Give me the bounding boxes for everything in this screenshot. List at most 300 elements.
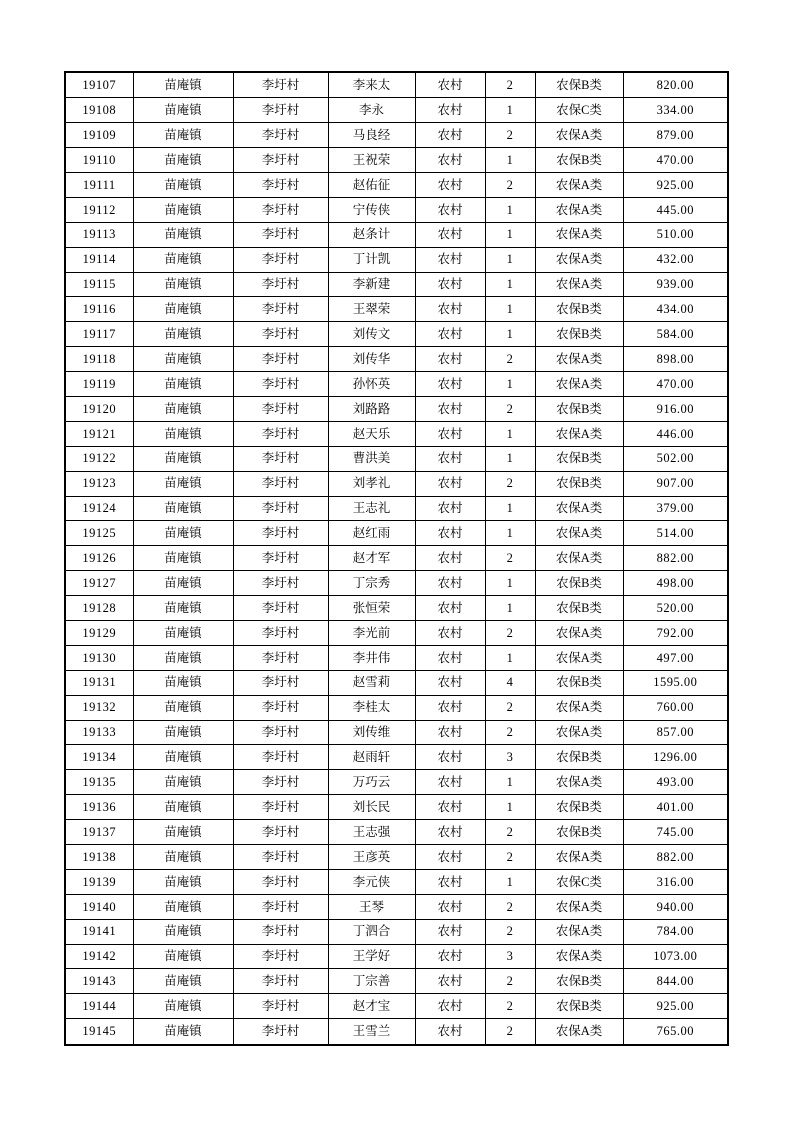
name-cell: 王祝荣 — [328, 148, 415, 173]
category-cell: 农村 — [415, 994, 485, 1019]
amount-cell: 925.00 — [623, 172, 728, 197]
table-row — [65, 322, 728, 347]
person-count-cell: 2 — [485, 994, 535, 1019]
village-cell: 李圩村 — [233, 695, 328, 720]
amount-cell: 497.00 — [623, 645, 728, 670]
name-cell: 王彦英 — [328, 845, 415, 870]
category-cell: 农村 — [415, 820, 485, 845]
name-cell: 马良经 — [328, 123, 415, 148]
insurance-type-cell: 农保A类 — [535, 770, 623, 795]
insurance-type-cell: 农保B类 — [535, 72, 623, 98]
village-cell: 李圩村 — [233, 372, 328, 397]
serial-number-cell: 19139 — [65, 869, 133, 894]
insurance-type-cell: 农保C类 — [535, 98, 623, 123]
serial-number-cell: 19116 — [65, 297, 133, 322]
name-cell: 刘长民 — [328, 795, 415, 820]
town-cell: 苗庵镇 — [133, 894, 233, 919]
table-row — [65, 720, 728, 745]
amount-cell: 432.00 — [623, 247, 728, 272]
category-cell: 农村 — [415, 471, 485, 496]
village-cell: 李圩村 — [233, 720, 328, 745]
insurance-type-cell: 农保A类 — [535, 421, 623, 446]
amount-cell: 434.00 — [623, 297, 728, 322]
category-cell: 农村 — [415, 745, 485, 770]
insurance-type-cell: 农保A类 — [535, 347, 623, 372]
table-row — [65, 795, 728, 820]
town-cell: 苗庵镇 — [133, 969, 233, 994]
amount-cell: 820.00 — [623, 72, 728, 98]
amount-cell: 940.00 — [623, 894, 728, 919]
village-cell: 李圩村 — [233, 347, 328, 372]
name-cell: 赵天乐 — [328, 421, 415, 446]
person-count-cell: 1 — [485, 496, 535, 521]
name-cell: 李永 — [328, 98, 415, 123]
person-count-cell: 1 — [485, 795, 535, 820]
person-count-cell: 2 — [485, 347, 535, 372]
town-cell: 苗庵镇 — [133, 247, 233, 272]
name-cell: 丁宗善 — [328, 969, 415, 994]
table-row — [65, 521, 728, 546]
village-cell: 李圩村 — [233, 1019, 328, 1045]
name-cell: 丁宗秀 — [328, 571, 415, 596]
person-count-cell: 1 — [485, 222, 535, 247]
name-cell: 赵雨轩 — [328, 745, 415, 770]
serial-number-cell: 19125 — [65, 521, 133, 546]
person-count-cell: 2 — [485, 72, 535, 98]
table-row — [65, 944, 728, 969]
person-count-cell: 1 — [485, 98, 535, 123]
town-cell: 苗庵镇 — [133, 397, 233, 422]
person-count-cell: 1 — [485, 372, 535, 397]
serial-number-cell: 19120 — [65, 397, 133, 422]
category-cell: 农村 — [415, 621, 485, 646]
village-cell: 李圩村 — [233, 172, 328, 197]
town-cell: 苗庵镇 — [133, 222, 233, 247]
amount-cell: 1073.00 — [623, 944, 728, 969]
town-cell: 苗庵镇 — [133, 421, 233, 446]
insurance-type-cell: 农保A类 — [535, 1019, 623, 1045]
name-cell: 王雪兰 — [328, 1019, 415, 1045]
amount-cell: 907.00 — [623, 471, 728, 496]
amount-cell: 925.00 — [623, 994, 728, 1019]
name-cell: 刘传维 — [328, 720, 415, 745]
name-cell: 万巧云 — [328, 770, 415, 795]
person-count-cell: 1 — [485, 521, 535, 546]
category-cell: 农村 — [415, 720, 485, 745]
category-cell: 农村 — [415, 645, 485, 670]
serial-number-cell: 19145 — [65, 1019, 133, 1045]
serial-number-cell: 19123 — [65, 471, 133, 496]
category-cell: 农村 — [415, 1019, 485, 1045]
table-row — [65, 446, 728, 471]
amount-cell: 510.00 — [623, 222, 728, 247]
table-row — [65, 621, 728, 646]
table-row — [65, 919, 728, 944]
name-cell: 王翠荣 — [328, 297, 415, 322]
town-cell: 苗庵镇 — [133, 571, 233, 596]
category-cell: 农村 — [415, 969, 485, 994]
category-cell: 农村 — [415, 148, 485, 173]
person-count-cell: 1 — [485, 297, 535, 322]
insurance-type-cell: 农保B类 — [535, 397, 623, 422]
person-count-cell: 2 — [485, 546, 535, 571]
insurance-type-cell: 农保A类 — [535, 645, 623, 670]
village-cell: 李圩村 — [233, 546, 328, 571]
town-cell: 苗庵镇 — [133, 98, 233, 123]
person-count-cell: 2 — [485, 123, 535, 148]
table-row — [65, 72, 728, 98]
serial-number-cell: 19143 — [65, 969, 133, 994]
amount-cell: 584.00 — [623, 322, 728, 347]
category-cell: 农村 — [415, 919, 485, 944]
village-cell: 李圩村 — [233, 272, 328, 297]
person-count-cell: 1 — [485, 421, 535, 446]
village-cell: 李圩村 — [233, 944, 328, 969]
village-cell: 李圩村 — [233, 621, 328, 646]
amount-cell: 470.00 — [623, 372, 728, 397]
category-cell: 农村 — [415, 397, 485, 422]
name-cell: 王志强 — [328, 820, 415, 845]
table-row — [65, 372, 728, 397]
table-row — [65, 845, 728, 870]
category-cell: 农村 — [415, 372, 485, 397]
table-row — [65, 994, 728, 1019]
category-cell: 农村 — [415, 197, 485, 222]
town-cell: 苗庵镇 — [133, 720, 233, 745]
person-count-cell: 2 — [485, 621, 535, 646]
village-cell: 李圩村 — [233, 446, 328, 471]
table-row — [65, 98, 728, 123]
village-cell: 李圩村 — [233, 496, 328, 521]
town-cell: 苗庵镇 — [133, 770, 233, 795]
person-count-cell: 2 — [485, 471, 535, 496]
amount-cell: 898.00 — [623, 347, 728, 372]
town-cell: 苗庵镇 — [133, 521, 233, 546]
name-cell: 赵雪莉 — [328, 670, 415, 695]
name-cell: 王志礼 — [328, 496, 415, 521]
name-cell: 李来太 — [328, 72, 415, 98]
insurance-type-cell: 农保B类 — [535, 994, 623, 1019]
serial-number-cell: 19131 — [65, 670, 133, 695]
serial-number-cell: 19140 — [65, 894, 133, 919]
category-cell: 农村 — [415, 695, 485, 720]
table-row — [65, 197, 728, 222]
serial-number-cell: 19110 — [65, 148, 133, 173]
village-cell: 李圩村 — [233, 670, 328, 695]
name-cell: 赵才宝 — [328, 994, 415, 1019]
insurance-type-cell: 农保A类 — [535, 695, 623, 720]
insurance-type-cell: 农保B类 — [535, 322, 623, 347]
serial-number-cell: 19128 — [65, 596, 133, 621]
amount-cell: 857.00 — [623, 720, 728, 745]
table-row — [65, 247, 728, 272]
table-row — [65, 347, 728, 372]
category-cell: 农村 — [415, 944, 485, 969]
insurance-type-cell: 农保B类 — [535, 471, 623, 496]
town-cell: 苗庵镇 — [133, 695, 233, 720]
village-cell: 李圩村 — [233, 795, 328, 820]
town-cell: 苗庵镇 — [133, 322, 233, 347]
amount-cell: 792.00 — [623, 621, 728, 646]
person-count-cell: 3 — [485, 745, 535, 770]
amount-cell: 445.00 — [623, 197, 728, 222]
village-cell: 李圩村 — [233, 297, 328, 322]
person-count-cell: 2 — [485, 969, 535, 994]
serial-number-cell: 19136 — [65, 795, 133, 820]
table-row — [65, 571, 728, 596]
village-cell: 李圩村 — [233, 770, 328, 795]
table-row — [65, 471, 728, 496]
amount-cell: 514.00 — [623, 521, 728, 546]
table-row — [65, 1019, 728, 1045]
insurance-type-cell: 农保B类 — [535, 745, 623, 770]
person-count-cell: 2 — [485, 919, 535, 944]
serial-number-cell: 19107 — [65, 72, 133, 98]
town-cell: 苗庵镇 — [133, 471, 233, 496]
person-count-cell: 1 — [485, 645, 535, 670]
insurance-type-cell: 农保B类 — [535, 148, 623, 173]
person-count-cell: 1 — [485, 571, 535, 596]
name-cell: 王学好 — [328, 944, 415, 969]
amount-cell: 882.00 — [623, 546, 728, 571]
table-row — [65, 596, 728, 621]
insurance-type-cell: 农保B类 — [535, 820, 623, 845]
table-row — [65, 172, 728, 197]
town-cell: 苗庵镇 — [133, 944, 233, 969]
name-cell: 刘传华 — [328, 347, 415, 372]
village-cell: 李圩村 — [233, 645, 328, 670]
category-cell: 农村 — [415, 247, 485, 272]
table-row — [65, 869, 728, 894]
table-row — [65, 969, 728, 994]
table-row — [65, 770, 728, 795]
village-cell: 李圩村 — [233, 148, 328, 173]
category-cell: 农村 — [415, 795, 485, 820]
person-count-cell: 1 — [485, 148, 535, 173]
insurance-type-cell: 农保A类 — [535, 247, 623, 272]
person-count-cell: 4 — [485, 670, 535, 695]
category-cell: 农村 — [415, 98, 485, 123]
town-cell: 苗庵镇 — [133, 1019, 233, 1045]
serial-number-cell: 19121 — [65, 421, 133, 446]
person-count-cell: 1 — [485, 596, 535, 621]
table-row — [65, 894, 728, 919]
table-row — [65, 148, 728, 173]
serial-number-cell: 19144 — [65, 994, 133, 1019]
serial-number-cell: 19133 — [65, 720, 133, 745]
category-cell: 农村 — [415, 845, 485, 870]
serial-number-cell: 19112 — [65, 197, 133, 222]
village-cell: 李圩村 — [233, 745, 328, 770]
name-cell: 李桂太 — [328, 695, 415, 720]
table-body — [65, 72, 728, 1045]
insurance-type-cell: 农保A类 — [535, 123, 623, 148]
town-cell: 苗庵镇 — [133, 795, 233, 820]
serial-number-cell: 19135 — [65, 770, 133, 795]
category-cell: 农村 — [415, 596, 485, 621]
village-cell: 李圩村 — [233, 894, 328, 919]
serial-number-cell: 19111 — [65, 172, 133, 197]
town-cell: 苗庵镇 — [133, 148, 233, 173]
town-cell: 苗庵镇 — [133, 546, 233, 571]
insurance-type-cell: 农保A类 — [535, 621, 623, 646]
name-cell: 宁传侠 — [328, 197, 415, 222]
person-count-cell: 1 — [485, 322, 535, 347]
amount-cell: 844.00 — [623, 969, 728, 994]
name-cell: 曹洪美 — [328, 446, 415, 471]
amount-cell: 939.00 — [623, 272, 728, 297]
table-row — [65, 496, 728, 521]
category-cell: 农村 — [415, 546, 485, 571]
serial-number-cell: 19113 — [65, 222, 133, 247]
village-cell: 李圩村 — [233, 322, 328, 347]
insurance-type-cell: 农保A类 — [535, 372, 623, 397]
category-cell: 农村 — [415, 72, 485, 98]
category-cell: 农村 — [415, 322, 485, 347]
serial-number-cell: 19109 — [65, 123, 133, 148]
town-cell: 苗庵镇 — [133, 172, 233, 197]
serial-number-cell: 19127 — [65, 571, 133, 596]
village-cell: 李圩村 — [233, 820, 328, 845]
amount-cell: 879.00 — [623, 123, 728, 148]
serial-number-cell: 19118 — [65, 347, 133, 372]
insurance-type-cell: 农保A类 — [535, 222, 623, 247]
town-cell: 苗庵镇 — [133, 670, 233, 695]
name-cell: 李井伟 — [328, 645, 415, 670]
category-cell: 农村 — [415, 123, 485, 148]
village-cell: 李圩村 — [233, 98, 328, 123]
category-cell: 农村 — [415, 347, 485, 372]
table-row — [65, 745, 728, 770]
person-count-cell: 1 — [485, 770, 535, 795]
category-cell: 农村 — [415, 496, 485, 521]
town-cell: 苗庵镇 — [133, 621, 233, 646]
insurance-type-cell: 农保A类 — [535, 720, 623, 745]
amount-cell: 446.00 — [623, 421, 728, 446]
serial-number-cell: 19141 — [65, 919, 133, 944]
town-cell: 苗庵镇 — [133, 347, 233, 372]
table-row — [65, 546, 728, 571]
insurance-type-cell: 农保A类 — [535, 197, 623, 222]
serial-number-cell: 19108 — [65, 98, 133, 123]
name-cell: 王琴 — [328, 894, 415, 919]
amount-cell: 498.00 — [623, 571, 728, 596]
town-cell: 苗庵镇 — [133, 645, 233, 670]
table-row — [65, 397, 728, 422]
village-cell: 李圩村 — [233, 845, 328, 870]
insurance-type-cell: 农保A类 — [535, 919, 623, 944]
category-cell: 农村 — [415, 770, 485, 795]
name-cell: 赵红雨 — [328, 521, 415, 546]
serial-number-cell: 19129 — [65, 621, 133, 646]
person-count-cell: 1 — [485, 247, 535, 272]
category-cell: 农村 — [415, 670, 485, 695]
town-cell: 苗庵镇 — [133, 297, 233, 322]
table-row — [65, 297, 728, 322]
person-count-cell: 2 — [485, 845, 535, 870]
amount-cell: 760.00 — [623, 695, 728, 720]
insurance-type-cell: 农保A类 — [535, 521, 623, 546]
town-cell: 苗庵镇 — [133, 745, 233, 770]
serial-number-cell: 19137 — [65, 820, 133, 845]
serial-number-cell: 19134 — [65, 745, 133, 770]
amount-cell: 916.00 — [623, 397, 728, 422]
person-count-cell: 2 — [485, 1019, 535, 1045]
village-cell: 李圩村 — [233, 596, 328, 621]
name-cell: 赵佑征 — [328, 172, 415, 197]
person-count-cell: 2 — [485, 720, 535, 745]
table-row — [65, 820, 728, 845]
village-cell: 李圩村 — [233, 471, 328, 496]
town-cell: 苗庵镇 — [133, 272, 233, 297]
village-cell: 李圩村 — [233, 421, 328, 446]
town-cell: 苗庵镇 — [133, 919, 233, 944]
village-cell: 李圩村 — [233, 72, 328, 98]
serial-number-cell: 19124 — [65, 496, 133, 521]
serial-number-cell: 19117 — [65, 322, 133, 347]
town-cell: 苗庵镇 — [133, 845, 233, 870]
village-cell: 李圩村 — [233, 919, 328, 944]
person-count-cell: 2 — [485, 695, 535, 720]
person-count-cell: 2 — [485, 172, 535, 197]
amount-cell: 493.00 — [623, 770, 728, 795]
name-cell: 李新建 — [328, 272, 415, 297]
name-cell: 刘孝礼 — [328, 471, 415, 496]
serial-number-cell: 19119 — [65, 372, 133, 397]
name-cell: 赵条计 — [328, 222, 415, 247]
category-cell: 农村 — [415, 421, 485, 446]
table-row — [65, 222, 728, 247]
village-cell: 李圩村 — [233, 397, 328, 422]
table-row — [65, 670, 728, 695]
town-cell: 苗庵镇 — [133, 372, 233, 397]
name-cell: 李光前 — [328, 621, 415, 646]
insurance-type-cell: 农保A类 — [535, 496, 623, 521]
insurance-type-cell: 农保A类 — [535, 546, 623, 571]
town-cell: 苗庵镇 — [133, 197, 233, 222]
amount-cell: 745.00 — [623, 820, 728, 845]
name-cell: 丁泗合 — [328, 919, 415, 944]
person-count-cell: 1 — [485, 446, 535, 471]
name-cell: 赵才军 — [328, 546, 415, 571]
village-cell: 李圩村 — [233, 571, 328, 596]
person-count-cell: 2 — [485, 397, 535, 422]
serial-number-cell: 19126 — [65, 546, 133, 571]
town-cell: 苗庵镇 — [133, 820, 233, 845]
table-row — [65, 123, 728, 148]
person-count-cell: 1 — [485, 869, 535, 894]
serial-number-cell: 19142 — [65, 944, 133, 969]
insurance-type-cell: 农保C类 — [535, 869, 623, 894]
name-cell: 孙怀英 — [328, 372, 415, 397]
serial-number-cell: 19130 — [65, 645, 133, 670]
serial-number-cell: 19114 — [65, 247, 133, 272]
category-cell: 农村 — [415, 571, 485, 596]
insurance-type-cell: 农保B类 — [535, 795, 623, 820]
insurance-type-cell: 农保B类 — [535, 571, 623, 596]
insurance-type-cell: 农保A类 — [535, 272, 623, 297]
amount-cell: 765.00 — [623, 1019, 728, 1045]
town-cell: 苗庵镇 — [133, 123, 233, 148]
name-cell: 丁计凯 — [328, 247, 415, 272]
category-cell: 农村 — [415, 222, 485, 247]
category-cell: 农村 — [415, 446, 485, 471]
insurance-type-cell: 农保B类 — [535, 446, 623, 471]
table-row — [65, 272, 728, 297]
town-cell: 苗庵镇 — [133, 994, 233, 1019]
amount-cell: 520.00 — [623, 596, 728, 621]
person-count-cell: 1 — [485, 197, 535, 222]
